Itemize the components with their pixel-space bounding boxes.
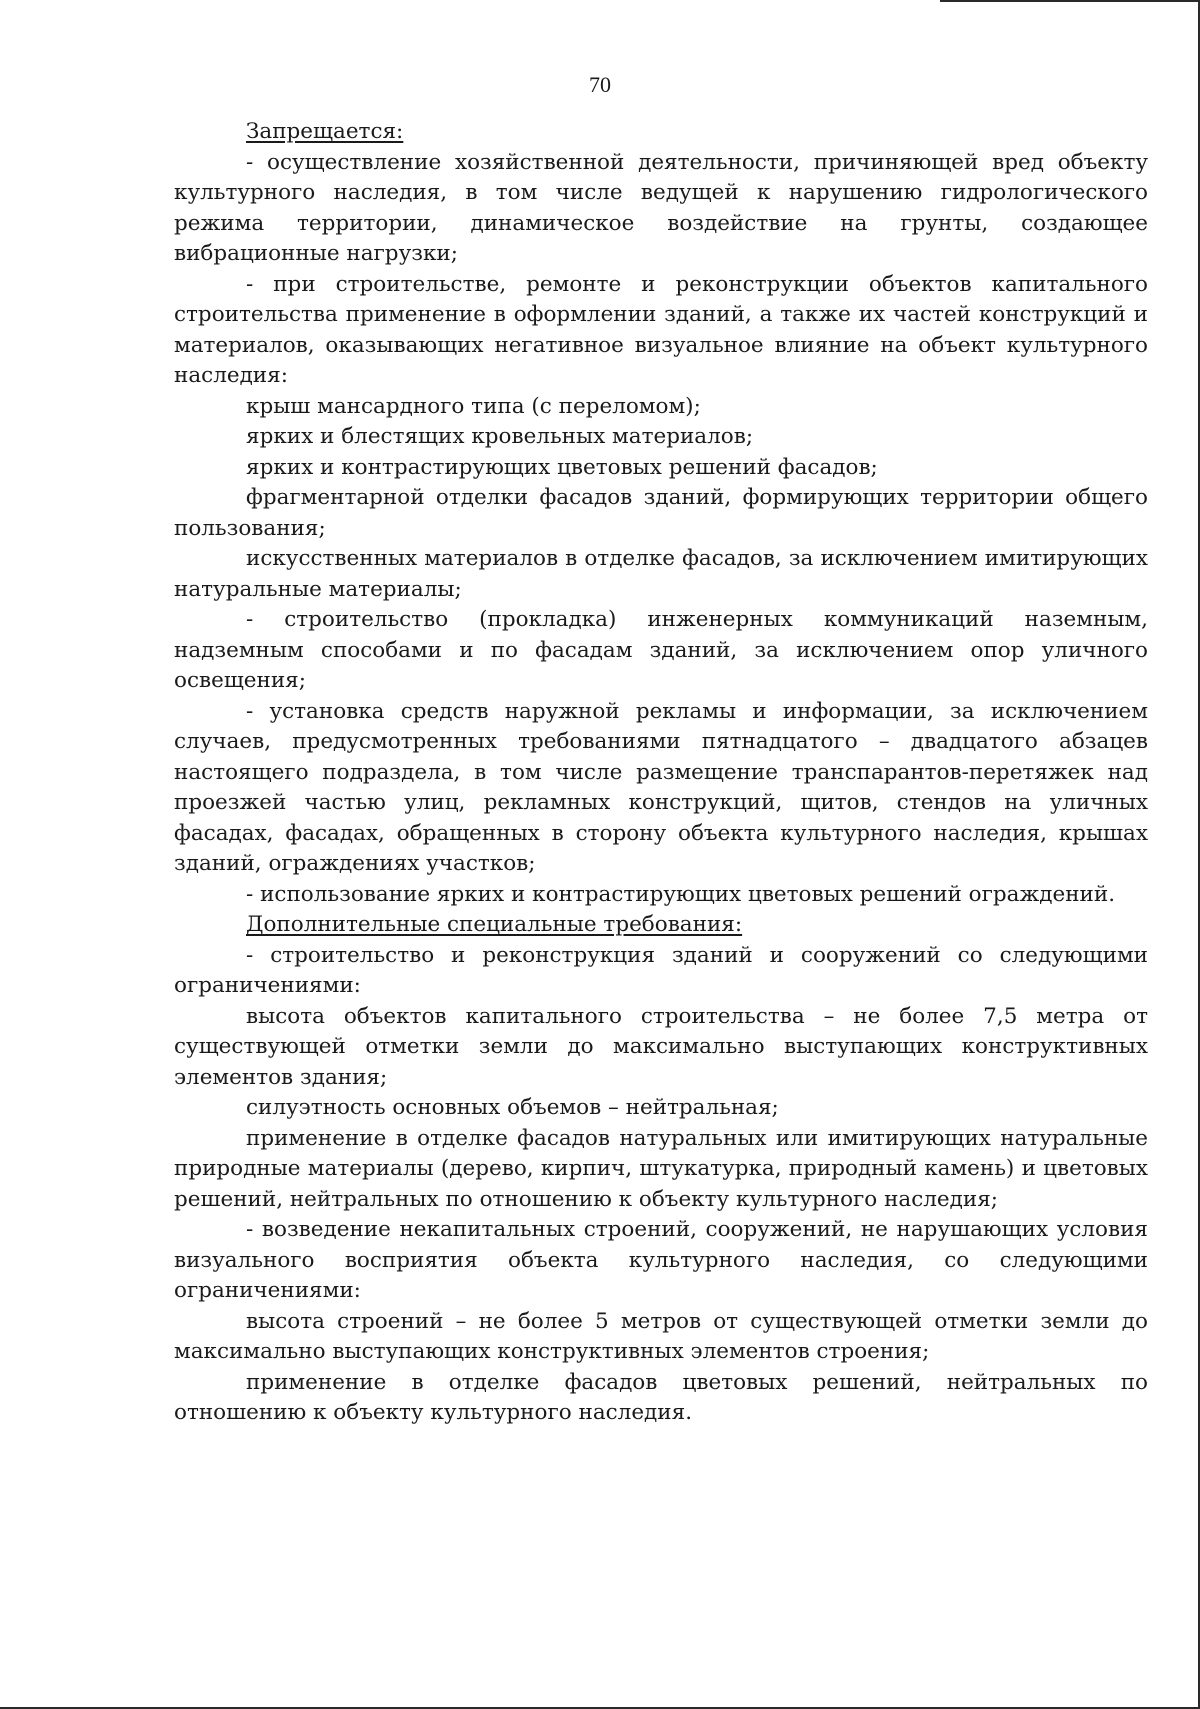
paragraph: - при строительстве, ремонте и реконструкции объектов капитального строительства применение в оформлении зданий, а также их частей конструкций и материалов, оказывающих негативное визуальное влияние на объект культурного наследия: [174,271,1148,388]
paragraph: искусственных материалов в отделке фасадов, за исключением имитирующих натуральные материалы; [174,546,1148,602]
paragraph: - строительство и реконструкция зданий и сооружений со следующими ограничениями: [174,942,1148,998]
paragraph: - установка средств наружной рекламы и информации, за исключением случаев, предусмотренных требованиями пятнадцатого – двадцатого абзацев настоящего подраздела, в том числе размещение транспарантов-перетяжек над проезжей частью улиц, рекламных конструкций, щитов, стендов на уличных фасадах, фасадах, обращенных в сторону объекта культурного наследия, крышах зданий, ограждениях участков; [174,698,1148,876]
paragraph: крыш мансардного типа (с переломом); [246,393,701,419]
paragraph: применение в отделке фасадов натуральных или имитирующих натуральные природные материалы (дерево, кирпич, штукатурка, природный камень) и цветовых решений, нейтральных по отношению к объекту культурного наследия; [174,1125,1148,1212]
paragraph: - строительство (прокладка) инженерных коммуникаций наземным, надземным способами и по фасадам зданий, за исключением опор уличного освещения; [174,607,1148,693]
paragraph: высота объектов капитального строительства – не более 7,5 метра от существующей отметки земли до максимально выступающих конструктивных элементов здания; [174,1003,1148,1090]
paragraph: фрагментарной отделки фасадов зданий, формирующих территории общего пользования; [174,485,1148,541]
paragraph: - возведение некапитальных строений, сооружений, не нарушающих условия визуального восприятия объекта культурного наследия, со следующими ограничениями: [174,1217,1148,1303]
paragraph: высота строений – не более 5 метров от существующей отметки земли до максимально выступающих конструктивных элементов строения; [174,1308,1148,1364]
document-body [174,117,1148,1429]
scan-edge-top [940,0,1200,2]
paragraph: ярких и блестящих кровельных материалов; [246,424,754,449]
paragraph: - использование ярких и контрастирующих цветовых решений ограждений. [246,881,1116,907]
section-heading: Дополнительные специальные требования: [246,912,743,937]
section-heading: Запрещается: [246,119,404,144]
paragraph: силуэтность основных объемов – нейтральная; [246,1095,779,1120]
paragraph: ярких и контрастирующих цветовых решений фасадов; [246,454,878,480]
page-number: 70 [589,72,611,97]
paragraph: - осуществление хозяйственной деятельности, причиняющей вред объекту культурного наследия, в том числе ведущей к нарушению гидрологического режима территории, динамическое воздействие на грунты, создающее вибрационные нагрузки; [174,149,1148,266]
paragraph: применение в отделке фасадов цветовых решений, нейтральных по отношению к объекту культурного наследия. [174,1369,1148,1425]
